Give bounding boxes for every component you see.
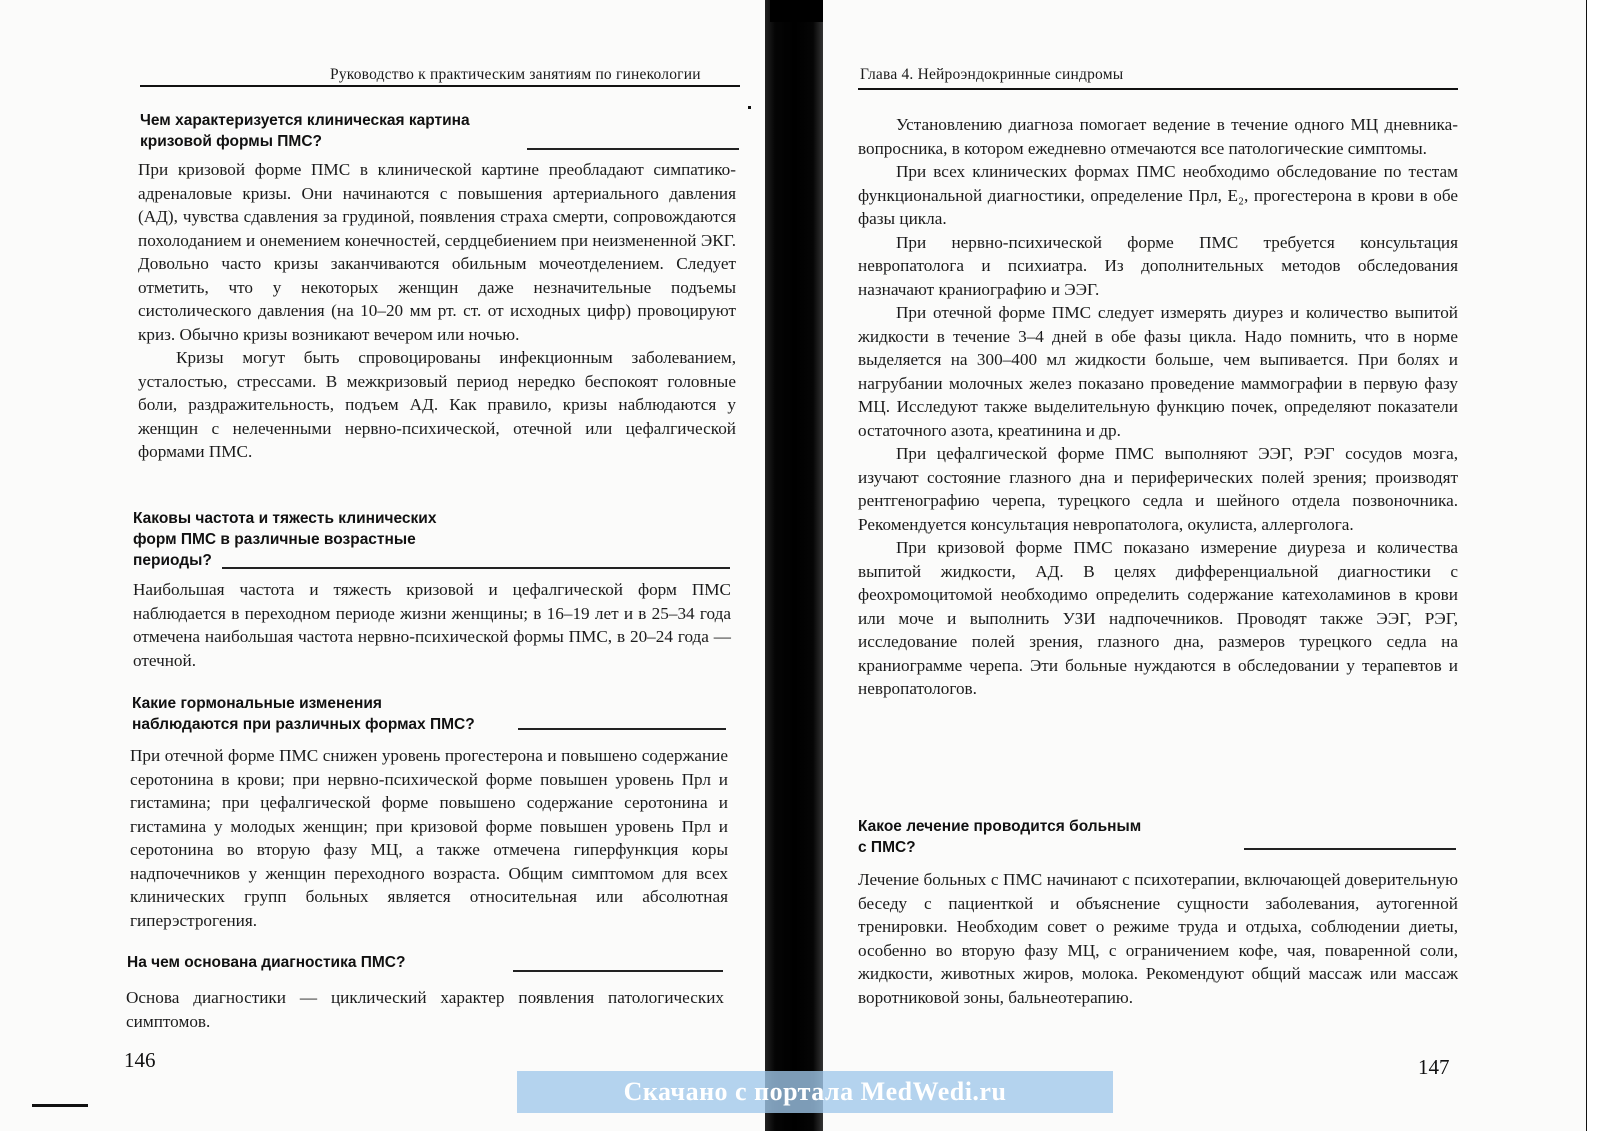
- question-heading: [858, 816, 1278, 858]
- scan-artifact: [32, 1104, 88, 1107]
- right-page-body: [858, 113, 1458, 701]
- paragraph: При всех клинических формах ПМС необходимо обследование по тестам функциональной диагностики, определение Прл, Е₂, прогестерона в крови в обе фазы цикла.: [858, 162, 1458, 228]
- question-line: с ПМС?: [858, 839, 916, 856]
- paragraph: Установлению диагноза помогает ведение в течение одного МЦ дневника-вопросника, в котором ежедневно отмечаются все патологические симптомы.: [858, 115, 1458, 158]
- running-head-right: Глава 4. Нейроэндокринные синдромы: [860, 66, 1124, 83]
- question-line: наблюдаются при различных формах ПМС?: [132, 716, 475, 733]
- question-rule: [518, 728, 726, 730]
- paragraph: Лечение больных с ПМС начинают с психотерапии, включающей доверительную беседу с пациенткой и объяснение сущности заболевания, аутогенной тренировки. Необходим совет о режиме труда и отдыха, соблюдении диеты, особенно во вторую фазу МЦ, с ограничением кофе, чая, поваренной соли, жидкости, животных жиров, молока. Рекомендуют общий массаж или массаж воротниковой зоны, бальнеотерапию.: [858, 870, 1458, 1007]
- question-line: периоды?: [133, 552, 212, 569]
- question-heading: [127, 952, 547, 973]
- question-rule: [527, 148, 739, 150]
- question-rule: [1244, 848, 1456, 850]
- section-body: [126, 986, 724, 1033]
- question-line: Чем характеризуется клиническая картина: [140, 112, 470, 129]
- section-body: [130, 744, 728, 932]
- question-heading: [133, 508, 553, 571]
- paragraph: При кризовой форме ПМС показано измерение диуреза и количества выпитой жидкости, АД. В целях дифференциальной диагностики с феохромоцитомой необходимо определить содержание катехоламинов в крови или моче и выполнить УЗИ надпочечников. Проводят также ЭЭГ, РЭГ, исследование полей зрения, глазного дна, размеров турецкого седла на краниограмме черепа. Эти больные нуждаются в обследовании у терапевтов и невропатологов.: [858, 538, 1458, 698]
- paragraph: При нервно-психической форме ПМС требуется консультация невропатолога и психиатра. Из дополнительных методов обследования назначают краниографию и ЭЭГ.: [858, 232, 1458, 299]
- question-line: форм ПМС в различные возрастные: [133, 531, 416, 548]
- question-heading: [132, 693, 552, 735]
- page-number-right: 147: [1418, 1055, 1450, 1079]
- paragraph: При цефалгической форме ПМС выполняют ЭЭГ, РЭГ сосудов мозга, изучают состояние глазного дна и периферических полей зрения; производят рентгенографию черепа, турецкого седла и шейного отдела позвоночника. Рекомендуется консультация невропатолога, окулиста, аллерголога.: [858, 444, 1458, 534]
- question-line: Каковы частота и тяжесть клинических: [133, 510, 437, 527]
- running-head-left: Руководство к практическим занятиям по гинекологии: [330, 66, 701, 83]
- section-body: [133, 578, 731, 672]
- page-edge: [1586, 0, 1600, 1131]
- paragraph: Наибольшая частота и тяжесть кризовой и цефалгической форм ПМС наблюдается в переходном периоде жизни женщины; в 16–19 лет и в 25–34 года отмечена наибольшая частота нервно-психической формы ПМС, в 20–24 года — отечной.: [133, 580, 731, 670]
- question-line: На чем основана диагностика ПМС?: [127, 954, 406, 971]
- scan-artifact: [748, 106, 751, 109]
- paragraph: При кризовой форме ПМС в клинической картине преобладают симпатико-адреналовые кризы. Они начинаются с повышения артериального давления (АД), чувства сдавления за грудиной, появления страха смерти, сопровождаются похолоданием и онемением конечностей, сердцебиением при неизмененной ЭКГ. Довольно часто кризы заканчиваются обильным мочеотделением. Следует отметить, что у некоторых женщин даже незначительные подъемы систолического давления (на 10–20 мм рт. ст. от исходных цифр) провоцируют криз. Обычно кризы возникают вечером или ночью.: [138, 160, 736, 344]
- question-heading: [140, 110, 560, 152]
- section-body: [858, 868, 1458, 1009]
- question-rule: [513, 970, 723, 972]
- book-spine: [765, 0, 823, 1131]
- paragraph: При отечной форме ПМС снижен уровень прогестерона и повышено содержание серотонина в крови; при нервно-психической форме повышен уровень Прл и гистамина; при цефалгической форме повышено содержание серотонина и гистамина у молодых женщин; при кризовой форме повышен уровень Прл и серотонина во вторую фазу МЦ, а также отмечена гиперфункция коры надпочечников у женщин переходного возраста. Общим симптомом для всех клинических групп больных является относительная или абсолютная гиперэстрогения.: [130, 746, 728, 930]
- watermark-banner: Скачано с портала MedWedi.ru: [517, 1071, 1113, 1113]
- paragraph: Кризы могут быть спровоцированы инфекционным заболеванием, усталостью, стрессами. В межкризовый период нередко беспокоят головные боли, раздражительность, подъем АД. Как правило, кризы наблюдаются у женщин с нелеченными нервно-психической, отечной или цефалгической формами ПМС.: [138, 348, 736, 461]
- question-line: кризовой формы ПМС?: [140, 133, 322, 150]
- page-number-left: 146: [124, 1048, 156, 1072]
- section-body: [138, 158, 736, 464]
- paragraph: При отечной форме ПМС следует измерять диурез и количество выпитой жидкости в течение 3–4 дней в обе фазы цикла. Надо помнить, что в норме выделяется на 300–400 мл жидкости больше, чем выпивается. При болях и нагрубании молочных желез показано проведение маммографии в первую фазу МЦ. Исследуют также выделительную функцию почек, определяют показатели остаточного азота, креатинина и др.: [858, 303, 1458, 440]
- question-line: Какое лечение проводится больным: [858, 818, 1142, 835]
- question-rule: [222, 567, 730, 569]
- running-head-rule-right: [858, 88, 1458, 90]
- question-line: Какие гормональные изменения: [132, 695, 382, 712]
- running-head-rule-left: [140, 85, 740, 87]
- paragraph: Основа диагностики — циклический характер появления патологических симптомов.: [126, 988, 724, 1031]
